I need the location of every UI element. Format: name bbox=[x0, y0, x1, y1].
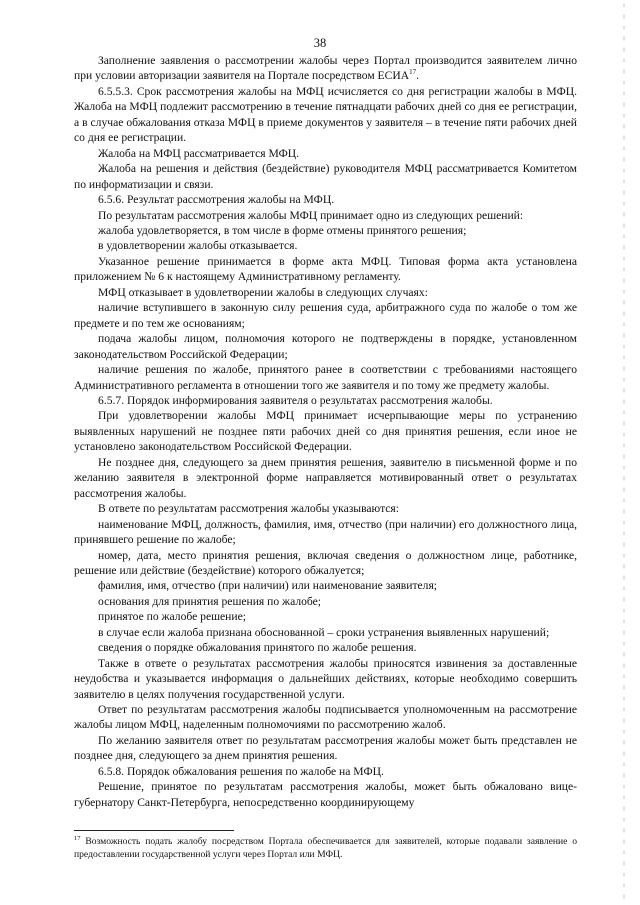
paragraph-text: Жалоба на решения и действия (бездействие) руководителя МФЦ рассматривается Комитетом по информатизации и связи. bbox=[74, 162, 577, 191]
paragraph-text: наличие вступившего в законную силу решения суда, арбитражного суда по жалобе о том же предмете и по тем же основаниям; bbox=[74, 301, 577, 330]
paragraph-text: жалоба удовлетворяется, в том числе в форме отмены принятого решения; bbox=[98, 223, 467, 237]
paragraph-text: 6.5.7. Порядок информирования заявителя о результатах рассмотрения жалобы. bbox=[98, 393, 493, 407]
paragraph bbox=[74, 578, 577, 593]
paragraph bbox=[74, 53, 577, 84]
paragraph-text: сведения о порядке обжалования принятого по жалобе решения. bbox=[98, 641, 417, 655]
paragraph-text: фамилия, имя, отчество (при наличии) или наименование заявителя; bbox=[98, 579, 438, 593]
footnote-reference: 17 bbox=[409, 68, 417, 77]
paragraph-text: 6.5.6. Результат рассмотрения жалобы на МФЦ. bbox=[98, 193, 335, 207]
paragraph bbox=[74, 594, 577, 609]
paragraph-text: принятое по жалобе решение; bbox=[98, 610, 246, 624]
paragraph bbox=[74, 146, 577, 161]
paragraph bbox=[74, 640, 577, 655]
paragraph-text: основания для принятия решения по жалобе; bbox=[98, 594, 322, 608]
paragraph bbox=[74, 702, 577, 733]
paragraph-text: В ответе по результатам рассмотрения жалобы указываются: bbox=[98, 502, 399, 516]
paragraph bbox=[74, 733, 577, 764]
paragraph bbox=[74, 208, 577, 223]
paragraph-text: При удовлетворении жалобы МФЦ принимает исчерпывающие меры по устранению выявленных нарушений не позднее пяти рабочих дней со дня принятия решения, если иное не установлено законодательством Российской Федерации. bbox=[74, 409, 577, 454]
paragraph-text: По результатам рассмотрения жалобы МФЦ принимает одно из следующих решений: bbox=[98, 208, 524, 222]
footnote-separator bbox=[74, 830, 234, 831]
paragraph bbox=[74, 548, 577, 579]
paragraph-text: Также в ответе о результатах рассмотрения жалобы приносятся извинения за доставленные неудобства и указывается информация о дальнейших действиях, которые необходимо совершить заявителю в целях получения государственной услуги. bbox=[74, 656, 577, 701]
paragraph-text: в удовлетворении жалобы отказывается. bbox=[98, 239, 298, 253]
paragraph-text: Не позднее дня, следующего за днем принятия решения, заявителю в письменной форме и по желанию заявителя в электронной форме направляется мотивированный ответ о результатах рассмотрения жалобы. bbox=[74, 455, 577, 500]
footnote-marker: 17 bbox=[74, 834, 81, 842]
paragraph-text: подача жалобы лицом, полномочия которого не подтверждены в порядке, установленном законодательством Российской Федерации; bbox=[74, 332, 577, 361]
paragraph-text: 6.5.8. Порядок обжалования решения по жалобе на МФЦ. bbox=[98, 764, 384, 778]
scan-margin-artifact bbox=[622, 0, 626, 905]
page-number: 38 bbox=[313, 36, 327, 50]
paragraph-text: наименование МФЦ, должность, фамилия, имя, отчество (при наличии) его должностного лица, принявшего решение по жалобе; bbox=[74, 517, 577, 547]
footnote bbox=[74, 836, 577, 862]
paragraph-text: наличие решения по жалобе, принятого ранее в соответствии с требованиями настоящего Административного регламента в отношении того же заявителя и по тому же предмету жалобы. bbox=[74, 363, 577, 392]
document-body bbox=[74, 53, 577, 810]
paragraph bbox=[74, 393, 577, 408]
paragraph-text: 6.5.5.3. Срок рассмотрения жалобы на МФЦ исчисляется со дня регистрации жалобы в МФЦ. Жалоба на МФЦ подлежит рассмотрению в течение пятнадцати рабочих дней со дня ее регистрации, а в случае обжалования отказа МФЦ в приеме документов у заявителя – в течение пяти рабочих дней со дня ее регистрации. bbox=[74, 84, 577, 145]
paragraph-text: Ответ по результатам рассмотрения жалобы подписывается уполномоченным на рассмотрение жалобы лицом МФЦ, наделенным полномочиями по рассмотрению жалоб. bbox=[74, 703, 577, 732]
paragraph bbox=[74, 362, 577, 393]
paragraph-text: МФЦ отказывает в удовлетворении жалобы в следующих случаях: bbox=[98, 285, 428, 299]
paragraph bbox=[74, 764, 577, 779]
paragraph-text: По желанию заявителя ответ по результатам рассмотрения жалобы может быть представлен не позднее дня, следующего за днем принятия решения. bbox=[74, 733, 577, 763]
paragraph bbox=[74, 161, 577, 192]
paragraph-text: номер, дата, место принятия решения, включая сведения о должностном лице, работнике, решение или действие (бездействие) которого обжалуется; bbox=[74, 548, 577, 577]
paragraph bbox=[74, 501, 577, 516]
paragraph-text: в случае если жалоба признана обоснованной – сроки устранения выявленных нарушений; bbox=[98, 625, 550, 639]
paragraph bbox=[74, 84, 577, 146]
paragraph bbox=[74, 192, 577, 207]
paragraph bbox=[74, 331, 577, 362]
paragraph bbox=[74, 625, 577, 640]
paragraph bbox=[74, 517, 577, 548]
footnote-text: Возможность подать жалобу посредством Портала обеспечивается для заявителей, которые подавали заявление о предоставлении государственной услуги через Портал или МФЦ. bbox=[74, 836, 577, 860]
paragraph bbox=[74, 223, 577, 238]
paragraph-text: Указанное решение принимается в форме акта МФЦ. Типовая форма акта установлена приложением № 6 к настоящему Административному регламенту. bbox=[74, 254, 577, 284]
paragraph-text: Жалоба на МФЦ рассматривается МФЦ. bbox=[98, 146, 300, 160]
paragraph bbox=[74, 609, 577, 624]
paragraph bbox=[74, 408, 577, 454]
paragraph-text: Решение, принятое по результатам рассмотрения жалобы, может быть обжаловано вице-губернатору Санкт-Петербурга, непосредственно координирующему bbox=[74, 780, 577, 809]
paragraph bbox=[74, 300, 577, 331]
paragraph bbox=[74, 285, 577, 300]
paragraph bbox=[74, 254, 577, 285]
paragraph bbox=[74, 779, 577, 810]
paragraph bbox=[74, 238, 577, 253]
paragraph-text: Заполнение заявления о рассмотрении жалобы через Портал производится заявителем лично при условии авторизации заявителя на Портале посредством ЕСИА bbox=[74, 54, 577, 83]
paragraph-tail: . bbox=[416, 69, 420, 83]
paragraph bbox=[74, 656, 577, 702]
paragraph bbox=[74, 455, 577, 501]
